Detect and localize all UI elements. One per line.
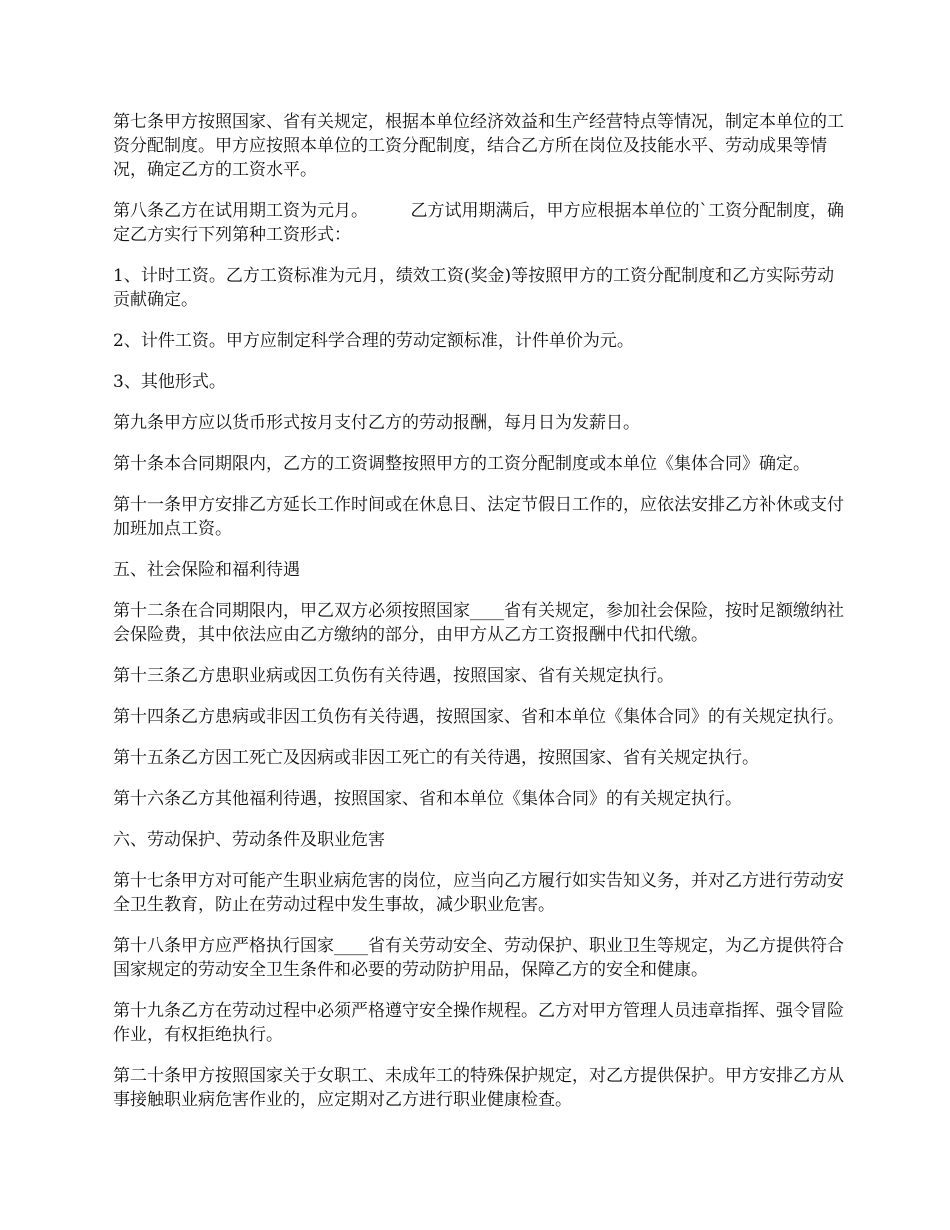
article-17: 第十七条甲方对可能产生职业病危害的岗位，应当向乙方履行如实告知义务，并对乙方进行劳动安全卫生教育，防止在劳动过程中发生事故，减少职业危害。 — [113, 871, 844, 915]
article-20: 第二十条甲方按照国家关于女职工、未成年工的特殊保护规定，对乙方提供保护。甲方安排乙方从事接触职业病危害作业的，应定期对乙方进行职业健康检查。 — [113, 1066, 844, 1110]
section-heading-social-insurance: 五、社会保险和福利待遇 — [113, 560, 300, 580]
article-8: 第八条乙方在试用期工资为元月。 乙方试用期满后，甲方应根据本单位的`工资分配制度，确定乙方实行下列第种工资形式： — [113, 201, 844, 245]
section-heading-labor-protection: 六、劳动保护、劳动条件及职业危害 — [113, 830, 385, 850]
article-14: 第十四条乙方患病或非因工负伤有关待遇，按照国家、省和本单位《集体合同》的有关规定执行。 — [113, 707, 844, 727]
article-7: 第七条甲方按照国家、省有关规定，根据本单位经济效益和生产经营特点等情况，制定本单位的工资分配制度。甲方应按照本单位的工资分配制度，结合乙方所在岗位及技能水平、劳动成果等情况，确定乙方的工资水平。 — [113, 112, 844, 180]
article-12: 第十二条在合同期限内，甲乙双方必须按照国家____省有关规定，参加社会保险，按时足额缴纳社会保险费，其中依法应由乙方缴纳的部分，由甲方从乙方工资报酬中代扣代缴。 — [113, 601, 844, 645]
article-10: 第十条本合同期限内，乙方的工资调整按照甲方的工资分配制度或本单位《集体合同》确定。 — [113, 454, 810, 474]
wage-form-hourly: 1、计时工资。乙方工资标准为元月，绩效工资(奖金)等按照甲方的工资分配制度和乙方实际劳动贡献确定。 — [113, 266, 835, 310]
article-18: 第十八条甲方应严格执行国家____省有关劳动安全、劳动保护、职业卫生等规定，为乙方提供符合国家规定的劳动安全卫生条件和必要的劳动防护用品，保障乙方的安全和健康。 — [113, 936, 844, 980]
article-9: 第九条甲方应以货币形式按月支付乙方的劳动报酬，每月日为发薪日。 — [113, 413, 640, 433]
document-body — [113, 110, 846, 1129]
wage-form-piece: 2、计件工资。甲方应制定科学合理的劳动定额标准，计件单价为元。 — [113, 331, 634, 351]
article-11: 第十一条甲方安排乙方延长工作时间或在休息日、法定节假日工作的，应依法安排乙方补休或支付加班加点工资。 — [113, 495, 844, 539]
wage-form-other: 3、其他形式。 — [113, 372, 226, 392]
article-16: 第十六条乙方其他福利待遇，按照国家、省和本单位《集体合同》的有关规定执行。 — [113, 789, 742, 809]
article-15: 第十五条乙方因工死亡及因病或非因工死亡的有关待遇，按照国家、省有关规定执行。 — [113, 748, 759, 768]
article-13: 第十三条乙方患职业病或因工负伤有关待遇，按照国家、省有关规定执行。 — [113, 666, 674, 686]
article-19: 第十九条乙方在劳动过程中必须严格遵守安全操作规程。乙方对甲方管理人员违章指挥、强令冒险作业，有权拒绝执行。 — [113, 1001, 844, 1045]
